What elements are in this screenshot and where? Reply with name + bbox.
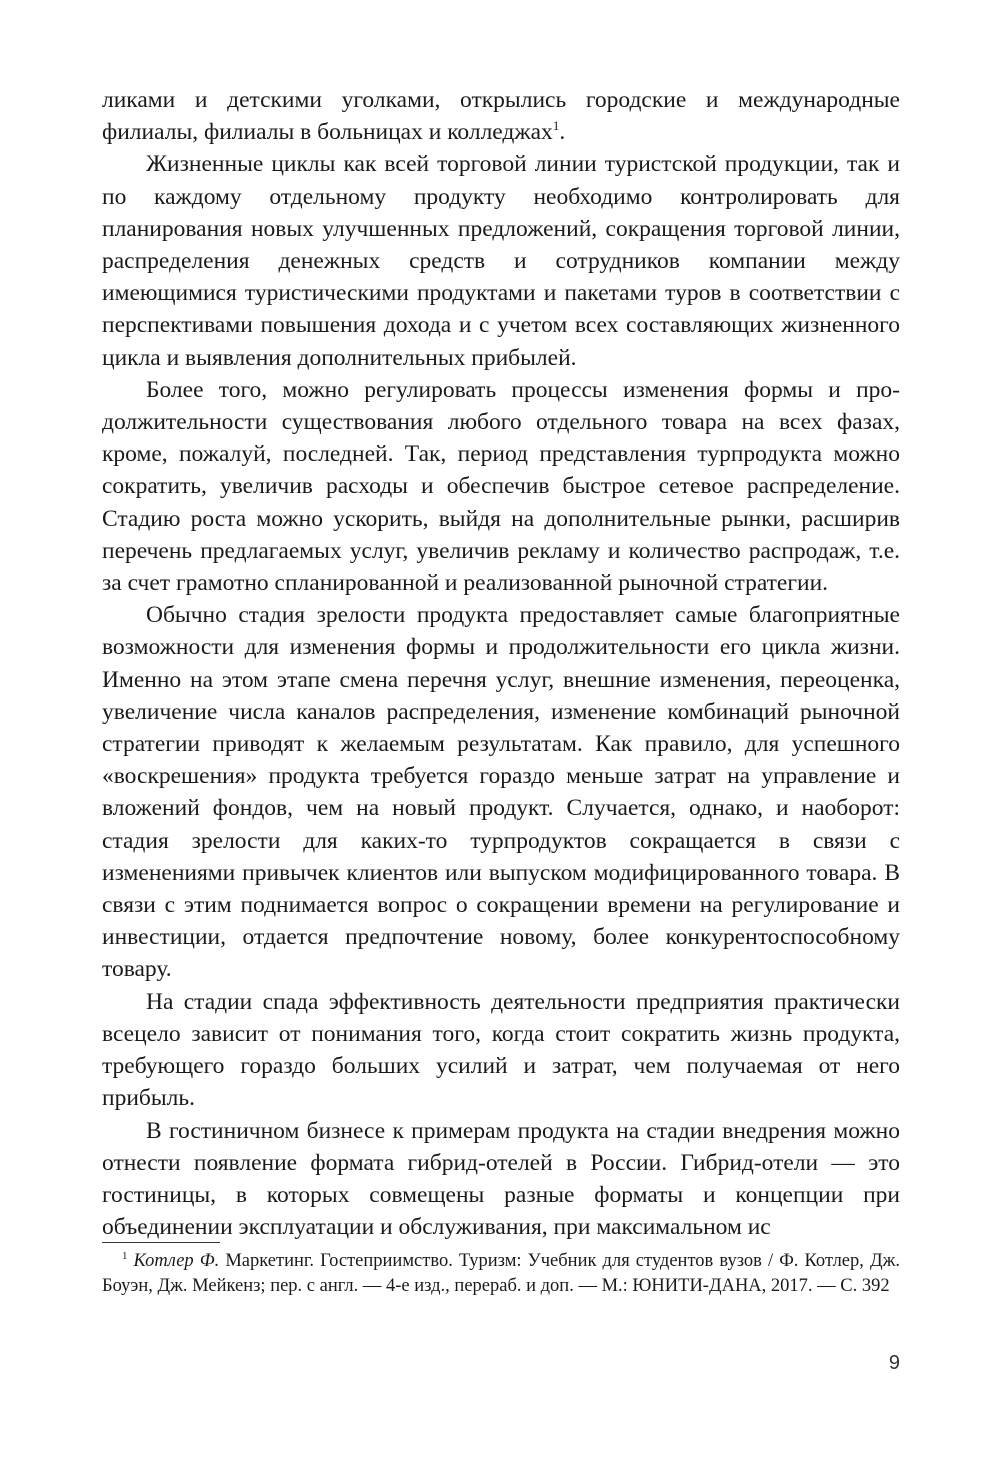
paragraph-2: Жизненные циклы как всей торговой линии туристской продукции, так и по каждому отдельному продукту необходимо контролировать для планирования новых улучшенных предложений, сокращения торговой линии, распределения денежных средств и сотрудников компании между имеющимися туристическими продуктами и пакетами туров в соответствии с перспективами повышения дохода и с учетом всех составляющих жизненного цикла и выявления дополнительных прибылей. xyxy=(102,151,900,371)
paragraph-5: На стадии спада эффективность деятельности предприятия практически всецело зависит от понимания того, когда стоит сократить жизнь продукта, требующего гораздо больших усилий и затрат, чем получаемая от него прибыль. xyxy=(102,988,900,1112)
footnote-number: 1 xyxy=(122,1250,128,1262)
body-text xyxy=(102,84,900,1243)
paragraph-4: Обычно стадия зрелости продукта предоставляет самые благоприятные возможности для изменения формы и продолжительности его цикла жизни. Именно на этом этапе смена перечня услуг, внешние изменения, переоценка, увеличение числа каналов распределения, изменение комбинаций рыночной стратегии приводят к желаемым результатам. Как правило, для успешного «воскрешения» продукта требуется гораздо меньше затрат на управление и вложений фондов, чем на новый продукт. Случается, однако, и наоборот: стадия зрелости для каких-то турпродуктов сокращается в связи с изменениями привычек клиентов или выпуском модифицированного товара. В связи с этим поднимается вопрос о сокращении времени на регулирование и инвестиции, отдается предпочтение новому, более конкурентоспособному товару. xyxy=(102,602,900,983)
page-number: 9 xyxy=(888,1352,900,1374)
footnote-reference[interactable]: 1 xyxy=(552,118,560,134)
footnote-text: Маркетинг. Гостеприимство. Туризм: Учебник для студентов вузов / Ф. Котлер, Дж. Боуэн, Дж. Мейкенз; пер. с англ. — 4-е изд., перераб. и доп. — М.: ЮНИТИ-ДАНА, 2017. — С. 392 xyxy=(102,1251,900,1296)
paragraph-1-text: ликами и детскими уголками, открылись городские и международные филиалы, филиалы в больницах и колледжах xyxy=(102,87,900,146)
footnote-1 xyxy=(102,1249,900,1298)
paragraph-1 xyxy=(102,84,900,148)
footnotes xyxy=(102,1242,900,1298)
paragraph-6: В гостиничном бизнесе к примерам продукта на стадии внедрения можно отнести появление формата гибрид-отелей в России. Гибрид-отели — это гостиницы, в которых совмещены разные форматы и концепции при объединении эксплуатации и обслуживания, при максимальном ис xyxy=(102,1117,900,1241)
footnote-author: Котлер Ф. xyxy=(133,1251,220,1271)
footnote-divider xyxy=(102,1242,220,1243)
paragraph-3: Более того, можно регулировать процессы изменения формы и продолжительности существования любого отдельного товара на всех фазах, кроме, пожалуй, последней. Так, период представления турпродукта можно сократить, увеличив расходы и обеспечив быстрое сетевое распределение. Стадию роста можно ускорить, выйдя на дополнительные рынки, расширив перечень предлагаемых услуг, увеличив рекламу и количество распродаж, т.е. за счет грамотно спланированной и реализованной рыночной стратегии. xyxy=(102,376,900,597)
page-content xyxy=(102,84,900,1243)
paragraph-1-tail: . xyxy=(559,119,566,146)
